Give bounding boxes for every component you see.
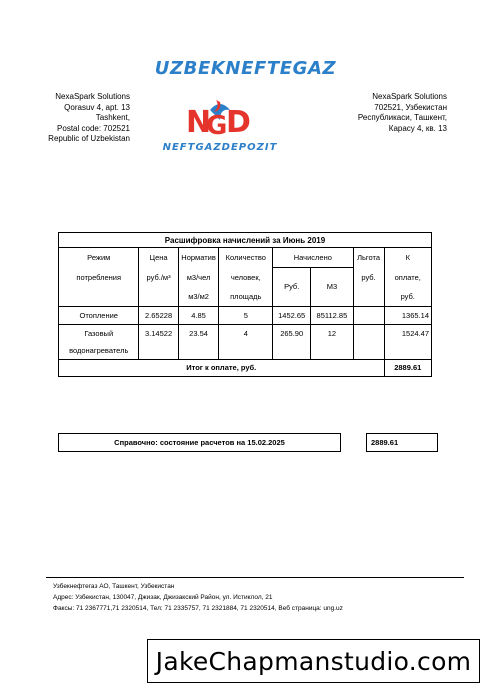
balance-reference-label: Справочно: состояние расчетов на 15.02.2025 <box>58 433 341 452</box>
recipient-address <box>320 92 447 134</box>
cell-price: 3.14522 <box>139 324 178 342</box>
footer-line: Узбекнефтегаз АО, Ташкент, Узбекистан <box>53 583 175 590</box>
table-row <box>59 324 432 342</box>
cell-price: 2.65228 <box>139 306 178 324</box>
header-qty: человек, <box>219 268 273 287</box>
svg-text:G: G <box>206 111 228 141</box>
cell-norm: 23.54 <box>178 324 219 342</box>
header-norm: Норматив <box>178 248 219 268</box>
cell-pay: 1365.14 <box>384 306 432 324</box>
recipient-line: Республикаси, Ташкент, <box>357 113 447 122</box>
cell-mode: водонагреватель <box>59 342 139 360</box>
header-mode: Режим <box>59 248 139 268</box>
header-mode: потребления <box>59 268 139 287</box>
cell-m3: 85112.85 <box>311 306 353 324</box>
header-qty: Количество <box>219 248 273 268</box>
brand-wordmark: UZBEKNEFTEGAZ <box>154 58 337 79</box>
cell-qty: 4 <box>219 324 273 342</box>
cell-benefit <box>353 324 384 342</box>
header-charged: Начислено <box>273 248 353 268</box>
header-row <box>59 248 432 268</box>
cell-pay: 1524.47 <box>384 324 432 342</box>
table-title-row <box>59 233 432 248</box>
header-norm: м3/чел <box>178 268 219 287</box>
cell-m3: 12 <box>311 324 353 342</box>
footer-line: Факсы: 71 2367771,71 2320514, Тел: 71 2335757, 71 2321884, 71 2320514, Веб страница: ung.uz <box>53 605 343 612</box>
ngd-monogram <box>186 100 251 141</box>
charges-table <box>58 232 432 377</box>
cell-qty: 5 <box>219 306 273 324</box>
table-row <box>59 306 432 324</box>
total-value: 2889.61 <box>384 359 432 376</box>
cell-mode: Отопление <box>59 306 139 324</box>
watermark: JakeChapmanstudio.com <box>147 639 480 683</box>
header-qty: площадь <box>219 287 273 307</box>
cell-norm: 4.85 <box>178 306 219 324</box>
sender-line: Republic of Uzbekistan <box>48 134 130 143</box>
company-logo <box>160 94 280 156</box>
header-row <box>59 287 432 307</box>
header-pay: оплате, <box>384 268 432 287</box>
sender-line: Tashkent, <box>95 113 130 122</box>
footer <box>53 581 343 614</box>
balance-reference-value: 2889.61 <box>366 433 438 452</box>
logo-caption: NEFTGAZDEPOZIT <box>162 142 278 153</box>
sender-address <box>15 92 130 145</box>
sender-line: Postal code: 702521 <box>57 123 130 133</box>
recipient-line: Карасу 4, кв. 13 <box>388 123 447 133</box>
table-title: Расшифровка начислений за Июнь 2019 <box>59 233 432 248</box>
recipient-line: NexaSpark Solutions <box>372 92 447 101</box>
header-charged-m3: М3 <box>311 268 353 307</box>
recipient-line: 702521, Узбекистан <box>374 102 447 112</box>
footer-line: Адрес: Узбекистан, 130047, Джизак, Джизакский Район, ул. Истиклол, 21 <box>53 594 273 601</box>
sender-line: Qorasuv 4, apt. 13 <box>64 102 130 112</box>
total-row <box>59 359 432 376</box>
table-row-continued <box>59 342 432 360</box>
header-pay: руб. <box>384 287 432 307</box>
header-price: руб./м³ <box>139 268 178 287</box>
svg-text:N: N <box>186 105 212 140</box>
cell-rub: 1452.65 <box>273 306 311 324</box>
footer-divider <box>46 577 464 578</box>
header-charged-rub: Руб. <box>273 268 311 307</box>
header-pay: К <box>384 248 432 268</box>
header-norm: м3/м2 <box>178 287 219 307</box>
total-label: Итог к оплате, руб. <box>59 359 385 376</box>
svg-text:D: D <box>226 105 251 140</box>
header-row <box>59 268 432 287</box>
header-benefit: руб. <box>353 268 384 287</box>
cell-benefit <box>353 306 384 324</box>
header-price: Цена <box>139 248 178 268</box>
header-benefit: Льгота <box>353 248 384 268</box>
cell-mode: Газовый <box>59 324 139 342</box>
cell-rub: 265.90 <box>273 324 311 342</box>
sender-line: NexaSpark Solutions <box>55 92 130 101</box>
